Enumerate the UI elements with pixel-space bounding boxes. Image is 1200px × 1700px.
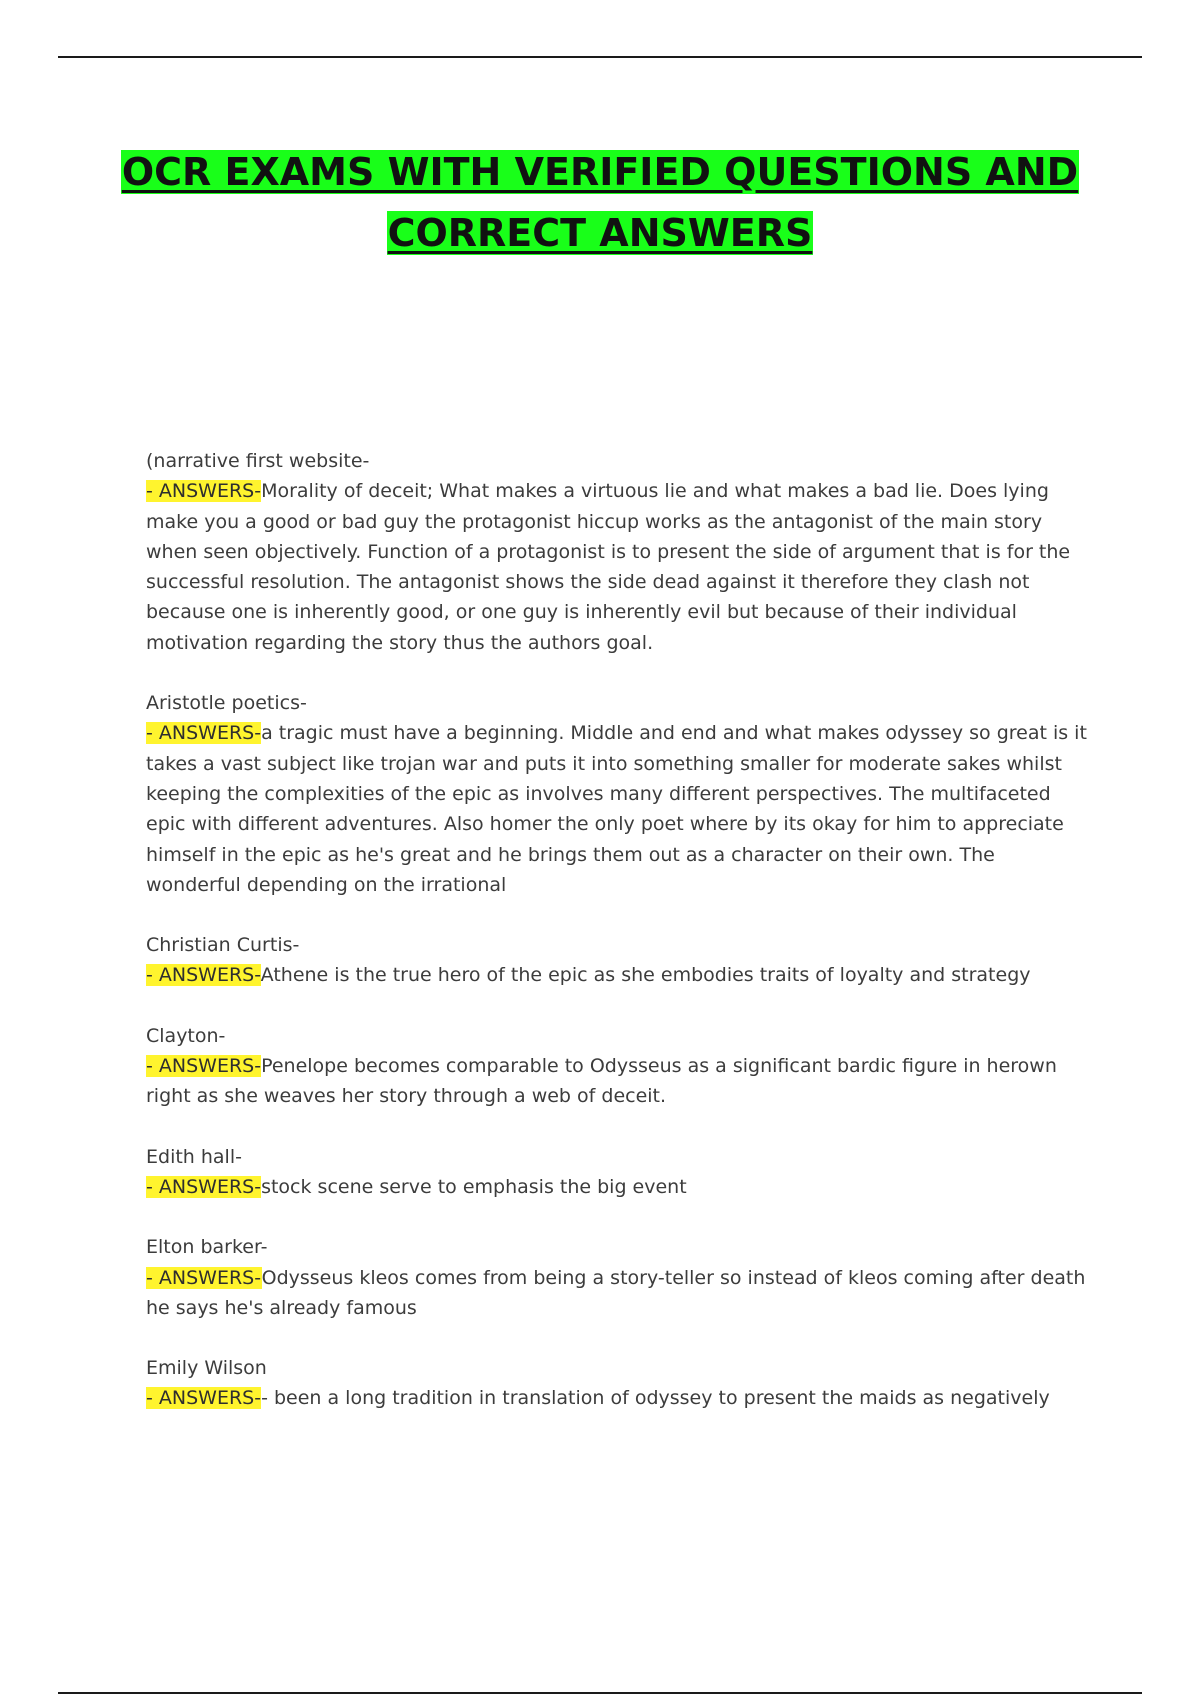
question-term: Christian Curtis- bbox=[146, 934, 300, 957]
answer-text bbox=[146, 960, 1091, 990]
title-line-2: CORRECT ANSWERS bbox=[387, 211, 813, 255]
qa-entry bbox=[146, 930, 1091, 991]
answer-tag: - ANSWERS- bbox=[146, 1175, 262, 1198]
qa-list bbox=[146, 446, 1091, 1444]
answer-tag: - ANSWERS- bbox=[146, 1055, 262, 1078]
answer-tag: - ANSWERS- bbox=[146, 964, 261, 987]
qa-entry bbox=[146, 1142, 1091, 1203]
qa-entry bbox=[146, 446, 1091, 658]
qa-entry bbox=[146, 1021, 1091, 1112]
title-line-1: OCR EXAMS WITH VERIFIED QUESTIONS AND bbox=[121, 150, 1079, 194]
answer-text bbox=[146, 1172, 1091, 1202]
answer-body: Penelope becomes comparable to Odysseus as a significant bardic figure in herown right as she weaves her story through a web of deceit. bbox=[146, 1055, 1057, 1108]
answer-body: Athene is the true hero of the epic as she embodies traits of loyalty and strategy bbox=[260, 964, 1031, 987]
page-title bbox=[100, 142, 1100, 264]
answer-body: stock scene serve to emphasis the big event bbox=[261, 1175, 687, 1198]
answer-body: Morality of deceit; What makes a virtuous lie and what makes a bad lie. Does lying make you a good or bad guy the protagonist hiccup works as the antagonist of the main story when seen objectively. Function of a protagonist is to present the side of argument that is for the successful resolution. The antagonist shows the side dead against it therefore they clash not because one is inherently good, or one guy is inherently evil but because of their individual motivation regarding the story thus the authors goal. bbox=[146, 480, 1071, 654]
answer-text bbox=[146, 1263, 1091, 1324]
answer-tag: - ANSWERS- bbox=[146, 480, 262, 503]
answer-text bbox=[146, 476, 1091, 658]
question-term: Elton barker- bbox=[146, 1236, 268, 1259]
answer-tag: - ANSWERS- bbox=[146, 722, 262, 745]
bottom-rule bbox=[58, 1692, 1142, 1694]
question-term: Aristotle poetics- bbox=[146, 692, 307, 715]
answer-body: a tragic must have a beginning. Middle and end and what makes odyssey so great is it takes a vast subject like trojan war and puts it into something smaller for moderate sakes whilst keeping the complexities of the epic as involves many different perspectives. The multifaceted epic with different adventures. Also homer the only poet where by its okay for him to appreciate himself in the epic as he's great and he brings them out as a character on their own. The wonderful depending on the irrational bbox=[146, 722, 1087, 896]
answer-body: Odysseus kleos comes from being a story-teller so instead of kleos coming after death he says he's already famous bbox=[146, 1266, 1086, 1319]
top-rule bbox=[58, 56, 1142, 58]
question-term: Clayton- bbox=[146, 1024, 226, 1047]
question-term: Edith hall- bbox=[146, 1145, 242, 1168]
answer-text bbox=[146, 1051, 1091, 1112]
question-term: (narrative first website- bbox=[146, 450, 370, 472]
qa-entry bbox=[146, 1232, 1091, 1323]
question-term: Emily Wilson bbox=[146, 1357, 267, 1380]
qa-entry bbox=[146, 688, 1091, 900]
answer-tag: - ANSWERS- bbox=[146, 1266, 262, 1289]
qa-entry bbox=[146, 1353, 1091, 1414]
answer-tag: - ANSWERS- bbox=[146, 1387, 262, 1410]
answer-text bbox=[146, 718, 1091, 900]
answer-body: - been a long tradition in translation of odyssey to present the maids as negatively bbox=[261, 1387, 1050, 1410]
answer-text bbox=[146, 1383, 1091, 1413]
